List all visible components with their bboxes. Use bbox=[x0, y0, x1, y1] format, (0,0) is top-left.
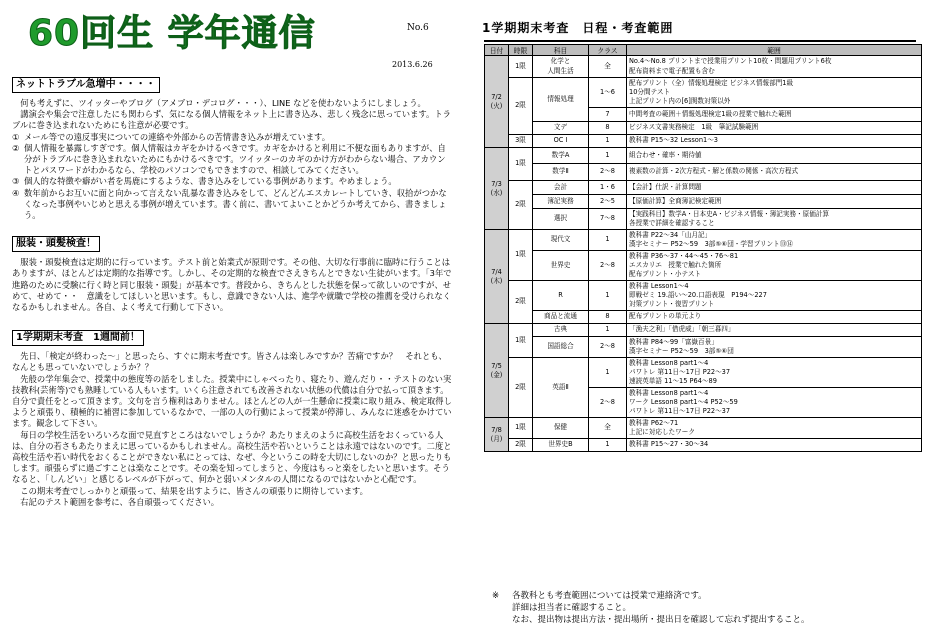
subject-cell: 商品と流通 bbox=[533, 311, 589, 324]
period-cell: 1限 bbox=[509, 418, 533, 439]
table-row bbox=[485, 135, 922, 148]
paragraph: 毎日の学校生活をいろいろな面で見直すところはないでしょうか？あたりまえのように高校生活をおくっている人は、自分の若さもあたりまえに思っているかもしれません。高校生活や若いということは永遠ではないのです。二度と高校生活や若い時代をおくることができない私にとっては、なぜ、今というこの時を大切にしないのか？と思ったりもします。頑張らずに過ごすことは楽なことです。その楽を知ってしまうと、今度はもっと楽をしたいと思います。そうなると、「しんどい」と感じるレベルが下がって、何かと弱いメンタルの人間になるのではないかと心配です。 bbox=[12, 429, 452, 485]
day-cell: 7/5 (金) bbox=[485, 324, 509, 418]
table-row bbox=[485, 358, 922, 388]
class-cell: 1 bbox=[589, 281, 627, 311]
period-cell: 2限 bbox=[509, 181, 533, 230]
note-marker bbox=[492, 614, 512, 626]
class-cell: 1～6 bbox=[589, 78, 627, 108]
scope-cell: No.4～No.8 プリントまで授業用プリント10枚・問題用プリント6枚 配布資料まで電子配置も含む bbox=[627, 56, 922, 78]
day-cell: 7/2 (火) bbox=[485, 56, 509, 148]
class-cell: 8 bbox=[589, 311, 627, 324]
newsletter-title: 60回生 学年通信 bbox=[28, 13, 316, 54]
table-row bbox=[485, 122, 922, 135]
note-line bbox=[492, 602, 810, 614]
subject-cell: OC Ⅰ bbox=[533, 135, 589, 148]
note-marker bbox=[492, 602, 512, 614]
class-cell: 全 bbox=[589, 56, 627, 78]
class-cell: 全 bbox=[589, 418, 627, 439]
subject-cell: 現代文 bbox=[533, 230, 589, 251]
scope-cell: 教科書 Lesson8 part1～4 ワーク Lesson8 part1～4 P52～59 パワトレ 第11日～17日 P22～37 bbox=[627, 388, 922, 418]
paragraph: 服装・頭髪検査は定期的に行っています。テスト前と始業式が原則です。その他、大切な行事前に臨時に行うことはありますが、ほとんどは定期的な指導です。しかし、その定期的な検査でさえきちんとできない生徒がいます。「3年で進路のために受験に行く時と同じ服装・頭髪」が基本です。普段から、きちんとした状態を保って欲しいのですが、せめて、せめて・・ 意識をしてほしいと思います。もし、意識できない人は、進学や就職で学校の推薦を受けられなくなるかもしれません。各自、よく考えて行動して下さい。 bbox=[12, 257, 452, 313]
paragraph: 先般の学年集会で、授業中の態度等の話をしました。授業中にしゃべったり、寝たり、遊んだり・・テストのない実技教科(芸術等)でも熟睡している人もいます。いくら注意されても改善されない状態の代償は自分で払って頂きます。自分で責任をとって頂きます。文句を言う権利はありません。ほとんどの人が一生懸命に授業に取り組み、検定取得しようと頑張り、積極的に補習に参加しているなかで、一部の人の行動によって授業が停滞し、みんなに迷惑をかけています。観念して下さい。 bbox=[12, 373, 452, 429]
title-underline bbox=[484, 40, 916, 42]
scope-cell: 教科書 P84～99「富嶽百景」 漢字セミナー P52～59 3部⑤⑥団 bbox=[627, 337, 922, 358]
schedule-header bbox=[474, 0, 926, 40]
table-row bbox=[485, 148, 922, 164]
period-cell: 2限 bbox=[509, 78, 533, 135]
period-cell: 2限 bbox=[509, 358, 533, 418]
note-line bbox=[492, 590, 810, 602]
note-text: 詳細は担当者に確認すること。 bbox=[512, 603, 632, 613]
table-row bbox=[485, 281, 922, 311]
class-cell: 7 bbox=[589, 108, 627, 122]
note-text: 各教科とも考査範囲については授業で連絡済です。 bbox=[512, 591, 707, 601]
paragraph: 何も考えずに、ツイッターやブログ（アメブロ・デコログ・・・）、LINE などを使わないようにしましょう。 bbox=[20, 98, 426, 108]
table-row bbox=[485, 337, 922, 358]
header-cell: 時限 bbox=[509, 45, 533, 56]
section-heading: ネットトラブル急増中・・・・ bbox=[12, 77, 160, 93]
scope-cell: 複素数の計算・2次方程式・解と係数の関係・高次方程式 bbox=[627, 164, 922, 181]
scope-cell: 中間考査の範囲＋情報処理検定1級の授業で触れた範囲 bbox=[627, 108, 922, 122]
subject-cell: 保健 bbox=[533, 418, 589, 439]
exam-notes bbox=[492, 590, 810, 626]
table-row bbox=[485, 195, 922, 209]
paragraph: 講演会や集会で注意したにも関わらず、気になる個人情報をネット上に書き込み、悲しく残念に思っています。トラブルに巻き込まれないためにも注意が必要です。 bbox=[12, 109, 451, 131]
list-item bbox=[12, 132, 452, 143]
scope-cell: 組合わせ・確率・期待値 bbox=[627, 148, 922, 164]
class-cell: 8 bbox=[589, 122, 627, 135]
class-cell: 1 bbox=[589, 135, 627, 148]
masthead bbox=[12, 0, 452, 69]
header-cell: 日付 bbox=[485, 45, 509, 56]
list-item bbox=[12, 176, 452, 187]
list-item bbox=[12, 188, 452, 222]
scope-cell: ビジネス文書実務検定 1級 筆記試験範囲 bbox=[627, 122, 922, 135]
subject-cell: 情報処理 bbox=[533, 78, 589, 122]
list-text: 個人情報を暴露しすぎです。個人情報はカギをかけるべきです。カギをかけると利用に不便な面もありますが、自分がトラブルに巻き込まれないためにもかけるべきです。ツイッターのカギのかけ方がわからない場合、アカウントとパスワードがわかるなら、学校のパソコンでもできますので、相談してみてください。 bbox=[24, 142, 446, 176]
period-cell: 1限 bbox=[509, 324, 533, 358]
table-row bbox=[485, 56, 922, 78]
table-row bbox=[485, 181, 922, 195]
period-cell: 1限 bbox=[509, 148, 533, 181]
day-cell: 7/3 (水) bbox=[485, 148, 509, 230]
subject-cell: 数学A bbox=[533, 148, 589, 164]
list-text: 個人的な特徴や癖がい者を馬鹿にするような、書き込みをしている事例があります。やめましょう。 bbox=[24, 176, 397, 187]
section-final-exam bbox=[12, 325, 452, 508]
header-cell: 科目 bbox=[533, 45, 589, 56]
subject-cell: 英語Ⅱ bbox=[533, 358, 589, 418]
subject-cell: 世界史 bbox=[533, 251, 589, 281]
issue-date: 2013.6.26 bbox=[392, 60, 433, 69]
scope-cell: 【原価計算】全商簿記検定範囲 bbox=[627, 195, 922, 209]
class-cell: 1 bbox=[589, 358, 627, 388]
table-row bbox=[485, 311, 922, 324]
class-cell: 2～5 bbox=[589, 195, 627, 209]
header-cell: クラス bbox=[589, 45, 627, 56]
scope-cell: 教科書 P62～71 上記に対応したワーク bbox=[627, 418, 922, 439]
table-row bbox=[485, 78, 922, 108]
table-row bbox=[485, 230, 922, 251]
table-row bbox=[485, 439, 922, 452]
day-cell: 7/4 (木) bbox=[485, 230, 509, 324]
subject-cell: 古典 bbox=[533, 324, 589, 337]
header-cell: 範囲 bbox=[627, 45, 922, 56]
period-cell: 2限 bbox=[509, 439, 533, 452]
period-cell: 1限 bbox=[509, 56, 533, 78]
paragraph: この期末考査でしっかりと頑張って、結果を出すように、皆さんの頑張りに期待しています。 bbox=[20, 485, 368, 496]
issue-number: No.6 bbox=[407, 23, 429, 33]
scope-cell: 「漁夫之利」「借虎威」「朝三暮四」 bbox=[627, 324, 922, 337]
period-cell: 1限 bbox=[509, 230, 533, 281]
schedule-title: 1学期期末考査 日程・考査範囲 bbox=[482, 20, 674, 35]
exam-schedule-table bbox=[484, 44, 922, 452]
section-dress-check bbox=[12, 231, 452, 313]
table-row bbox=[485, 418, 922, 439]
list-text: メール等での遠反事実についての連絡や外部からの苦情書き込みが増えています。 bbox=[24, 131, 330, 142]
class-cell: 1 bbox=[589, 230, 627, 251]
subject-cell: 世界史B bbox=[533, 439, 589, 452]
class-cell: 2～8 bbox=[589, 251, 627, 281]
list-item bbox=[12, 143, 452, 177]
scope-cell: 教科書 P36～37・44～45・76～81 エスカリエ 授業で触れた箇所 配布プリント・小テスト bbox=[627, 251, 922, 281]
table-row bbox=[485, 251, 922, 281]
newsletter-right-column bbox=[474, 0, 926, 644]
scope-cell: 配布プリントの単元より bbox=[627, 311, 922, 324]
subject-cell: 数学Ⅱ bbox=[533, 164, 589, 181]
scope-cell: 教科書 P22～34「山月記」 漢字セミナー P52～59 3部⑤⑥団・学習プリント⑬⑭ bbox=[627, 230, 922, 251]
class-cell: 2～8 bbox=[589, 388, 627, 418]
table-row bbox=[485, 324, 922, 337]
list-marker: ① bbox=[12, 131, 20, 142]
subject-cell: 国語総合 bbox=[533, 337, 589, 358]
paragraph: 右記のテスト範囲を参考に、各自頑張ってください。 bbox=[20, 496, 220, 507]
subject-cell: 簿記実務 bbox=[533, 195, 589, 209]
subject-cell: R bbox=[533, 281, 589, 311]
list-marker: ④ bbox=[12, 187, 20, 198]
class-cell: 1・6 bbox=[589, 181, 627, 195]
subject-cell: 選択 bbox=[533, 209, 589, 230]
subject-cell: 会計 bbox=[533, 181, 589, 195]
subject-cell: 文デ bbox=[533, 122, 589, 135]
paragraph: 先日、「検定が終わった～」と思ったら、すぐに期末考査です。皆さんは楽しみですか？苦痛ですか？ それとも、なんとも思っていないでしょうか？？ bbox=[12, 351, 447, 373]
scope-cell: 教科書 P15～27・30～34 bbox=[627, 439, 922, 452]
day-cell: 7/8 (月) bbox=[485, 418, 509, 452]
table-header-row bbox=[485, 45, 922, 56]
scope-cell: 教科書 Lesson8 part1～4 パワトレ 第11日～17日 P22～37 速読英単語 11～15 P64～89 bbox=[627, 358, 922, 388]
scope-cell: 教科書 Lesson1～4 即戦ゼミ 19.語い～20.口語表現 P194～227 対策プリント・復習プリント bbox=[627, 281, 922, 311]
scope-cell: 【実践科目】数学A・日本史A・ビジネス情報・簿記実務・原価計算 各授業で詳細を確認すること bbox=[627, 209, 922, 230]
class-cell: 7～8 bbox=[589, 209, 627, 230]
class-cell: 2～8 bbox=[589, 337, 627, 358]
class-cell: 2～8 bbox=[589, 164, 627, 181]
list-marker: ② bbox=[12, 142, 20, 153]
class-cell: 1 bbox=[589, 324, 627, 337]
period-cell: 2限 bbox=[509, 281, 533, 324]
note-line bbox=[492, 614, 810, 626]
section-net-trouble bbox=[12, 72, 452, 221]
list-text: 数年前からお互いに面と向かって言えない乱暴な書き込みをして、どんどんエスカレートしていき、収拾がつかなくなった事例やいじめと思える事例が増えています。書く前に、書いてよいことかどうか考えてから、書きましょう。 bbox=[24, 187, 447, 221]
class-cell: 1 bbox=[589, 148, 627, 164]
table-row bbox=[485, 164, 922, 181]
period-cell: 3限 bbox=[509, 135, 533, 148]
scope-cell: 教科書 P15～32 Lesson1～3 bbox=[627, 135, 922, 148]
scope-cell: 配布プリント（全）情報処理検定 ビジネス情報部門1級 10分間テスト 上記プリント内の[6]関数対策以外 bbox=[627, 78, 922, 108]
list-marker: ③ bbox=[12, 176, 20, 187]
subject-cell: 化学と 人間生活 bbox=[533, 56, 589, 78]
note-marker: ※ bbox=[492, 591, 500, 601]
scope-cell: 【会計】仕訳・計算問題 bbox=[627, 181, 922, 195]
section-heading: 服装・頭髪検査！ bbox=[12, 236, 100, 252]
note-text: なお、提出物は提出方法・提出場所・提出日を確認して忘れず提出すること。 bbox=[512, 615, 810, 625]
newsletter-left-column bbox=[0, 0, 462, 644]
section-heading: 1学期期末考査 1週間前！ bbox=[12, 330, 144, 346]
table-row bbox=[485, 209, 922, 230]
class-cell: 1 bbox=[589, 439, 627, 452]
